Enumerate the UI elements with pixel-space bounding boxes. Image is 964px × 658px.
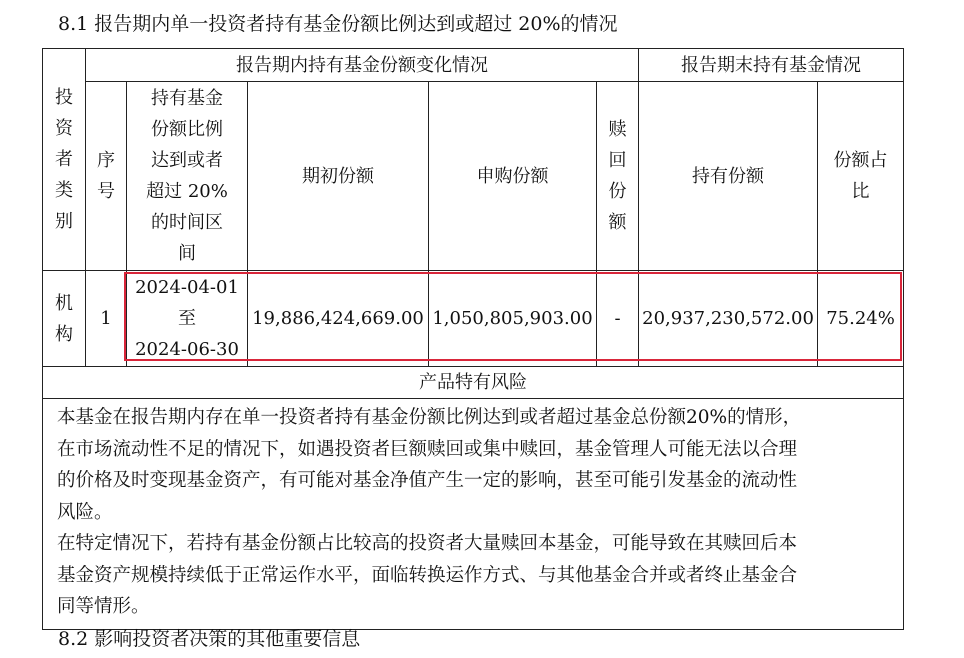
- cell-seq: 1: [86, 271, 127, 367]
- cell-initial-shares: 19,886,424,669.00: [248, 271, 429, 367]
- risk-title: 产品特有风险: [43, 367, 904, 399]
- header-subscribe-shares: 申购份额: [429, 82, 597, 271]
- header-holding-shares: 持有份额: [639, 82, 818, 271]
- cell-redeem-shares: -: [597, 271, 639, 367]
- header-period: 持有基金 份额比例 达到或者 超过 20% 的时间区 间: [127, 82, 248, 271]
- cell-holding-shares: 20,937,230,572.00: [639, 271, 818, 367]
- header-seq: 序 号: [86, 82, 127, 271]
- header-ratio: 份额占 比: [818, 82, 904, 271]
- table-row: [43, 271, 904, 367]
- cell-investor-type: 机 构: [43, 271, 86, 367]
- section-heading-8-2: 8.2 影响投资者决策的其他重要信息: [58, 628, 361, 650]
- section-heading-8-1: 8.1 报告期内单一投资者持有基金份额比例达到或超过 20%的情况: [58, 13, 618, 35]
- cell-subscribe-shares: 1,050,805,903.00: [429, 271, 597, 367]
- header-initial-shares: 期初份额: [248, 82, 429, 271]
- header-group-change: 报告期内持有基金份额变化情况: [86, 49, 639, 82]
- header-group-end: 报告期末持有基金情况: [639, 49, 904, 82]
- header-redeem-shares: 赎 回 份 额: [597, 82, 639, 271]
- cell-ratio: 75.24%: [818, 271, 904, 367]
- risk-paragraph-1: 本基金在报告期内存在单一投资者持有基金份额比例达到或者超过基金总份额20%的情形， 在市场流动性不足的情况下，如遇投资者巨额赎回或集中赎回，基金管理人可能无法以合理 的价格及时变现基金资产，有可能对基金净值产生一定的影响，甚至可能引发基金的流动性 风险。: [57, 407, 802, 523]
- investor-holding-table: [42, 48, 904, 630]
- cell-period: 2024-04-01 至 2024-06-30: [127, 271, 248, 367]
- header-investor-type: 投 资 者 类 别: [43, 49, 86, 271]
- risk-paragraph-2: 在特定情况下，若持有基金份额占比较高的投资者大量赎回本基金，可能导致在其赎回后本 基金资产规模持续低于正常运作水平，面临转换运作方式、与其他基金合并或者终止基金合 同等情形。: [57, 533, 798, 617]
- risk-description: [43, 399, 904, 630]
